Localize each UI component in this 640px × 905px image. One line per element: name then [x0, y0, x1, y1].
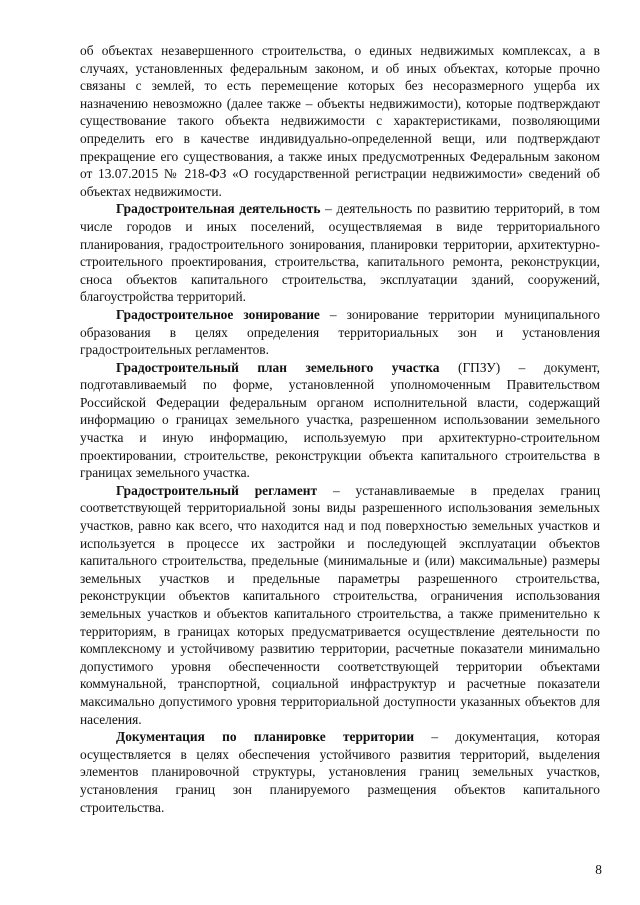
paragraph-urban-regulation — [80, 482, 600, 728]
paragraph-text: – документация, которая осуществляется в целях обеспечения устойчивого развития территорий, выделения элементов планировочной структуры, установления границ земельных участков, установления границ зон планируемого размещения объектов капитального строительства. — [80, 729, 600, 815]
paragraph-text: – зонирование территории муниципального образования в целях определения территориальных зон и установления градостроительных регламентов. — [80, 306, 600, 358]
paragraph-continuation — [80, 42, 600, 200]
document-page — [80, 42, 600, 816]
paragraph-text: – устанавливаемые в пределах границ соответствующей территориальной зоны виды разрешенного использования земельных участков, равно как всего, что находится над и под поверхностью земельных участков и используется в процессе их застройки и последующей эксплуатации объектов капитального строительства, предельные (минимальные и (или) максимальные) размеры земельных участков и предельные параметры разрешенного строительства, реконструкции объектов капитального строительства, ограничения использования земельных участков и объектов капитального строительства, а также применительно к территориям, в границах которых предусматривается осуществление деятельности по комплексному и устойчивому развитию территории, расчетные показатели минимально допустимого уровня обеспеченности соответствующей территории объектами коммунальной, транспортной, социальной инфраструктур и расчетные показатели максимально допустимого уровня территориальной доступности указанных объектов для населения. — [80, 482, 600, 727]
page-number: 8 — [595, 862, 602, 877]
term-land-plot-plan: Градостроительный план земельного участка — [116, 359, 440, 375]
paragraph-text: об объектах незавершенного строительства, о единых недвижимых комплексах, а в случаях, установленных федеральным законом, и об иных объектах, которые прочно связаны с землей, то есть перемещение которых без несоразмерного ущерба их назначению невозможно (далее также – объекты недвижимости), которые подтверждают существование такого объекта недвижимости с характеристиками, позволяющими определить его в качестве индивидуально-определенной вещи, или подтверждают прекращение его существования, а также иных предусмотренных Федеральным законом от 13.07.2015 № 218-ФЗ «О государственной регистрации недвижимости» сведений об объектах недвижимости. — [80, 43, 600, 199]
paragraph-urban-planning-activity — [80, 200, 600, 306]
paragraph-land-plot-plan — [80, 359, 600, 482]
term-planning-documentation: Документация по планировке территории — [116, 729, 415, 745]
paragraph-text: (ГПЗУ) – документ, подготавливаемый по форме, установленной уполномоченным Правительством Российской Федерации федеральным органом исполнительной власти, содержащий информацию о границах земельного участка, разрешенном использовании земельного участка и иную информацию, используемую при архитектурно-строительном проектировании, строительстве, реконструкции объекта капитального строительства в границах земельного участка. — [80, 359, 600, 481]
paragraph-text: – деятельность по развитию территорий, в том числе городов и иных поселений, осуществляемая в виде территориального планирования, градостроительного зонирования, планировки территории, архитектурно-строительного проектирования, строительства, капитального ремонта, реконструкции, сноса объектов капитального строительства, эксплуатации зданий, сооружений, благоустройства территорий. — [80, 201, 600, 305]
paragraph-urban-zoning — [80, 306, 600, 359]
paragraph-planning-documentation — [80, 728, 600, 816]
term-urban-zoning: Градостроительное зонирование — [116, 306, 320, 322]
term-urban-regulation: Градостроительный регламент — [116, 482, 318, 498]
term-urban-planning-activity: Градостроительная деятельность — [116, 201, 321, 217]
